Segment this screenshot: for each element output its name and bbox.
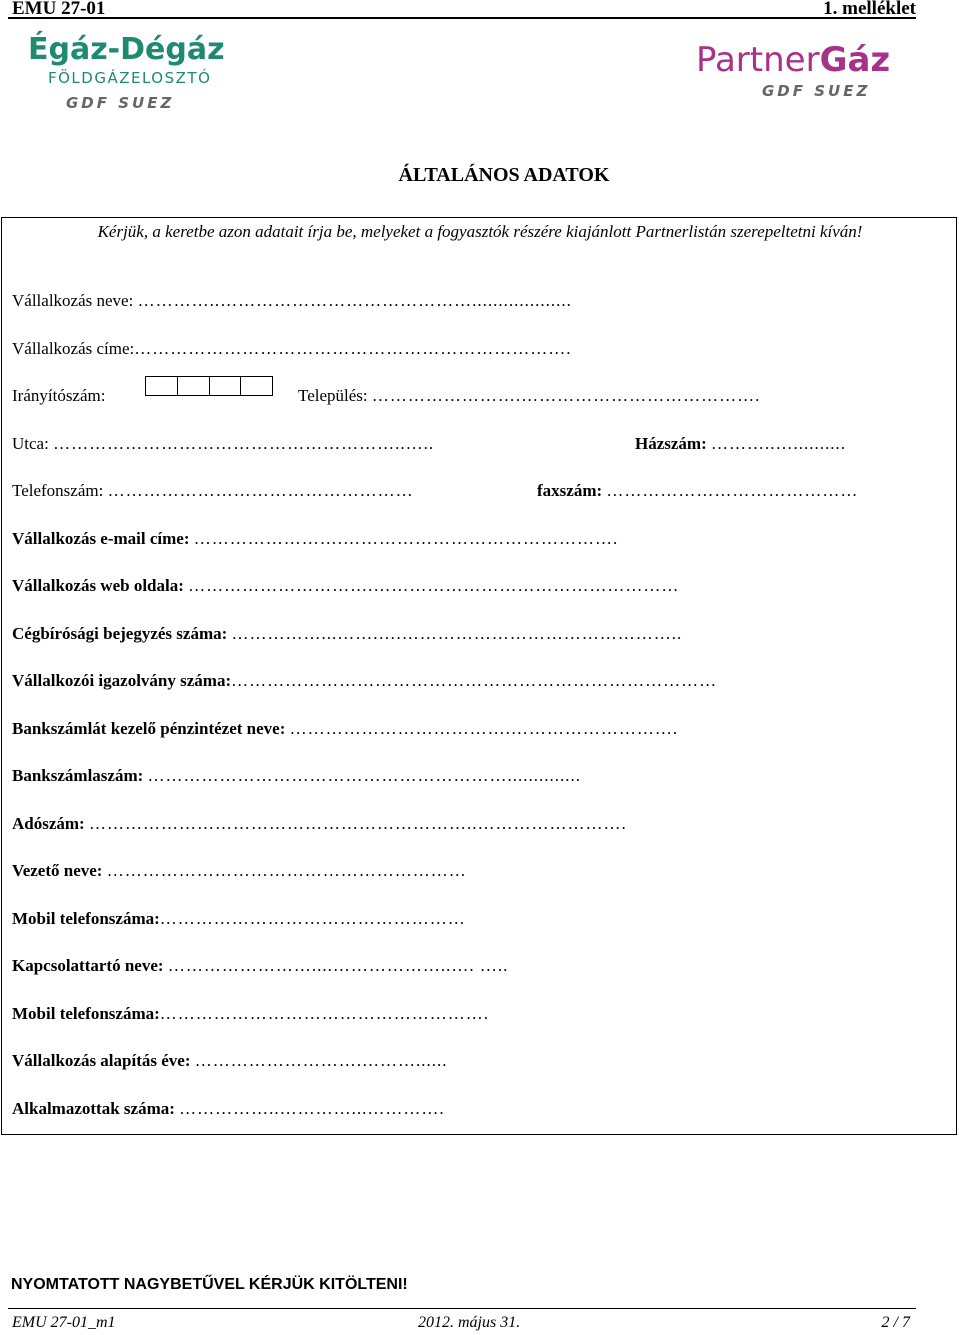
tax-no-dots[interactable]: ………………………………………………………..……………………. — [88, 814, 627, 833]
contact-mobile-label: Mobil telefonszáma: — [12, 1004, 160, 1023]
field-zip — [12, 385, 105, 407]
contact-label: Kapcsolattartó neve: — [12, 956, 164, 975]
field-employees[interactable] — [12, 1098, 445, 1120]
field-fax[interactable] — [537, 480, 858, 502]
field-house-no[interactable] — [635, 433, 846, 455]
house-no-label: Házszám: — [635, 434, 707, 453]
logo-right-brand-light: Partner — [696, 40, 820, 80]
manager-mobile-dots[interactable]: …………………………………………… — [159, 909, 466, 928]
annex-label: 1. melléklet — [823, 0, 916, 19]
contact-dots[interactable]: ……………………....………………..…. ….. — [167, 956, 509, 975]
field-manager[interactable] — [12, 860, 467, 882]
footer-date: 2012. május 31. — [418, 1314, 521, 1331]
field-bank-account[interactable] — [12, 765, 581, 787]
city-dots[interactable]: …………………….…………………………………. — [371, 386, 761, 405]
web-label: Vállalkozás web oldala: — [12, 576, 184, 595]
employees-dots[interactable]: ……………..…………...…………. — [179, 1099, 445, 1118]
founded-label: Vállalkozás alapítás éve: — [12, 1051, 191, 1070]
print-capitals-note: NYOMTATOTT NAGYBETŰVEL KÉRJÜK KITÖLTENI! — [11, 1276, 408, 1293]
field-court-reg[interactable] — [12, 623, 682, 645]
business-license-label: Vállalkozói igazolvány száma: — [12, 671, 232, 690]
employees-label: Alkalmazottak száma: — [12, 1099, 175, 1118]
zip-digit-3[interactable] — [210, 377, 242, 395]
egaz-degaz-logo — [28, 32, 228, 114]
house-no-dots[interactable]: ………..….......... — [711, 434, 847, 453]
logo-right-brand-bold: Gáz — [819, 40, 891, 80]
fax-dots[interactable]: …………………………………… — [606, 481, 859, 500]
field-company-name[interactable] — [12, 290, 572, 312]
company-name-label: Vállalkozás neve: — [12, 291, 134, 310]
footer-rule — [8, 1308, 916, 1309]
field-tax-no[interactable] — [12, 813, 627, 835]
court-reg-label: Cégbírósági bejegyzés száma: — [12, 624, 228, 643]
web-dots[interactable]: ………………………….…………………………………………… — [188, 576, 680, 595]
manager-label: Vezető neve: — [12, 861, 103, 880]
company-address-label: Vállalkozás címe: — [12, 339, 135, 358]
field-contact[interactable] — [12, 955, 508, 977]
field-street[interactable] — [12, 433, 434, 455]
street-label: Utca: — [12, 434, 49, 453]
logo-left-gdf-suez: GDF SUEZ — [66, 94, 175, 112]
email-label: Vállalkozás e-mail címe: — [12, 529, 190, 548]
field-manager-mobile[interactable] — [12, 908, 466, 930]
fax-label: faxszám: — [537, 481, 603, 500]
logo-left-subtitle: FÖLDGÁZELOSZTÓ — [48, 69, 212, 87]
logo-right-gdf-suez: GDF SUEZ — [762, 82, 871, 100]
bank-account-dots[interactable]: …………………………………………………….............. — [147, 766, 582, 785]
bank-name-label: Bankszámlát kezelő pénzintézet neve: — [12, 719, 286, 738]
street-dots[interactable]: …………………………………………………..….. — [53, 434, 435, 453]
contact-mobile-dots[interactable]: ………………………………………………. — [159, 1004, 490, 1023]
tax-no-label: Adószám: — [12, 814, 85, 833]
zip-label: Irányítószám: — [12, 386, 106, 405]
partnergaz-logo — [696, 40, 916, 102]
instruction-text: Kérjük, a keretbe azon adatait írja be, melyeket a fogyasztók részére kiajánlott Partnerlistán szerepeltetni kíván! — [97, 222, 863, 241]
field-contact-mobile[interactable] — [12, 1003, 489, 1025]
footer-page-number: 2 / 7 — [881, 1314, 910, 1331]
manager-dots[interactable]: …………………………………………………… — [106, 861, 467, 880]
city-label: Település: — [298, 386, 368, 405]
document-code: EMU 27-01 — [12, 0, 106, 19]
field-company-address[interactable] — [12, 338, 572, 360]
field-web[interactable] — [12, 575, 679, 597]
page-title: ÁLTALÁNOS ADATOK — [398, 164, 610, 186]
form-box — [1, 217, 957, 1135]
company-name-dots[interactable]: …………..……………………………………................... — [137, 291, 572, 310]
field-email[interactable] — [12, 528, 618, 550]
field-city[interactable] — [298, 385, 760, 407]
field-bank-name[interactable] — [12, 718, 678, 740]
phone-label: Telefonszám: — [12, 481, 104, 500]
business-license-dots[interactable]: ……………………………………………………………………… — [231, 671, 718, 690]
manager-mobile-label: Mobil telefonszáma: — [12, 909, 160, 928]
footer-code: EMU 27-01_m1 — [12, 1314, 116, 1331]
email-dots[interactable]: …………………….………………………………………. — [193, 529, 619, 548]
header-rule — [8, 17, 916, 19]
bank-account-label: Bankszámlaszám: — [12, 766, 144, 785]
field-founded[interactable] — [12, 1050, 448, 1072]
zip-input-boxes[interactable] — [145, 376, 273, 396]
court-reg-dots[interactable]: ……………...…….….……………………………………….. — [231, 624, 683, 643]
company-address-dots[interactable]: ………………………………………………………………. — [134, 339, 572, 358]
founded-dots[interactable]: ……………………….………...... — [194, 1051, 448, 1070]
zip-digit-1[interactable] — [146, 377, 178, 395]
logo-left-brand: Égáz-Dégáz — [28, 32, 225, 67]
bank-name-dots[interactable]: ……………………………….………………………. — [289, 719, 679, 738]
zip-digit-2[interactable] — [178, 377, 210, 395]
phone-dots[interactable]: …………………………………………… — [107, 481, 414, 500]
field-business-license[interactable] — [12, 670, 717, 692]
field-phone[interactable] — [12, 480, 414, 502]
zip-digit-4[interactable] — [241, 377, 272, 395]
